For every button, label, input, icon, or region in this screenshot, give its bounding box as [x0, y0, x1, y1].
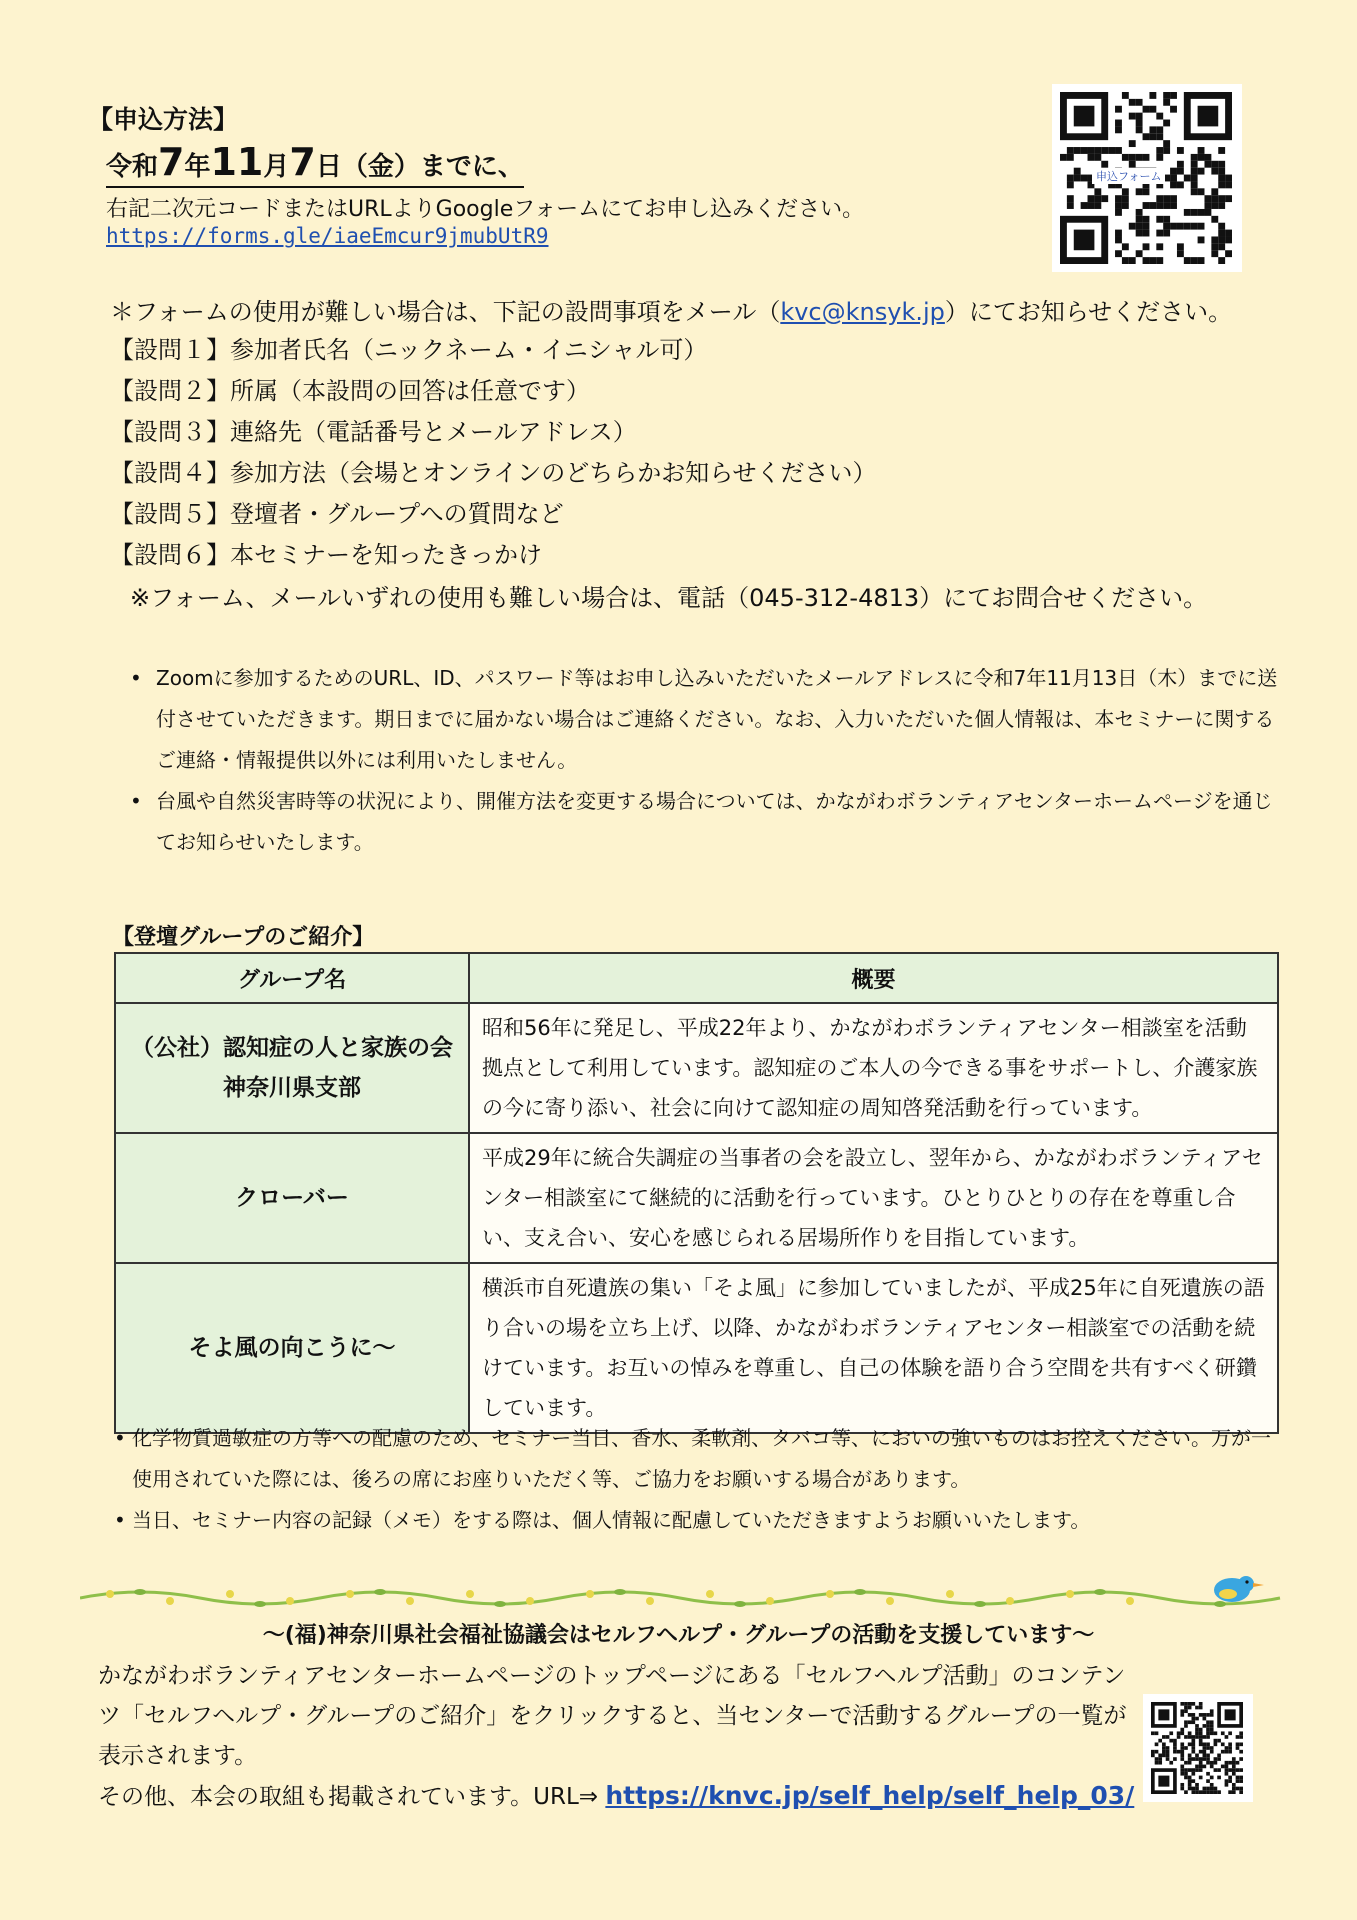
- qr-code-icon: [1143, 1694, 1253, 1802]
- mail-note-before: ＊フォームの使用が難しい場合は、下記の設問事項をメール（: [110, 298, 781, 326]
- deadline-month-unit: 月: [263, 152, 290, 182]
- question-item: 【設問１】参加者氏名（ニックネーム・イニシャル可）: [110, 336, 708, 364]
- group-name: [115, 1003, 469, 1133]
- group-summary: 平成29年に統合失調症の当事者の会を設立し、翌年から、かながわボランティアセンター相談室にて継続的に活動を行っています。ひとりひとりの存在を尊重し合い、支え合い、安心を感じられる居場所作りを目指しています。: [469, 1133, 1278, 1263]
- col-summary: 概要: [469, 953, 1278, 1003]
- deadline-year: 7: [158, 140, 185, 184]
- notice-item: • Zoomに参加するためのURL、ID、パスワード等はお申し込みいただいたメールアドレスに令和7年11月13日（木）までに送付させていただきます。期日までに届かない場合はご連絡ください。なお、入力いただいた個人情報は、本セミナーに関するご連絡・情報提供以外には利用いたしません。: [130, 658, 1280, 781]
- question-item: 【設問３】連絡先（電話番号とメールアドレス）: [110, 418, 637, 446]
- deadline-suffix: （金）までに、: [341, 152, 524, 182]
- table-row: [115, 1003, 1278, 1133]
- footer-last-line: [98, 1776, 1258, 1817]
- deadline-year-unit: 年: [184, 152, 211, 182]
- footer-body: かながわボランティアセンターホームページのトップページにある「セルフヘルプ活動」のコンテンツ「セルフヘルプ・グループのご紹介」をクリックすると、当センターで活動するグループの一覧が表示されます。: [98, 1663, 1127, 1769]
- question-item: 【設問５】登壇者・グループへの質問など: [110, 500, 564, 528]
- group-name-line: そよ風の向こうに～: [188, 1335, 396, 1361]
- footer-last-prefix: その他、本会の取組も掲載されています。URL⇒: [98, 1784, 606, 1810]
- phone-note: ※フォーム、メールいずれの使用も難しい場合は、電話（045-312-4813）にてお問合せください。: [130, 584, 1208, 612]
- group-name-line: （公社）認知症の人と家族の会: [131, 1035, 453, 1061]
- note-item: • 化学物質過敏症の方等への配慮のため、セミナー当日、香水、柔軟剤、タバコ等、においの強いものはお控えください。万が一使用されていた際には、後ろの席にお座りいただく等、ご協力をお願いする場合があります。: [112, 1418, 1282, 1500]
- form-qr-code[interactable]: [1052, 84, 1242, 272]
- deadline-prefix: 令和: [106, 152, 159, 182]
- self-help-qr-code[interactable]: [1143, 1694, 1253, 1802]
- group-name: [115, 1263, 469, 1433]
- mail-note: [110, 292, 1232, 327]
- notice-bullets: [130, 658, 1280, 863]
- note-item: • 当日、セミナー内容の記録（メモ）をする際は、個人情報に配慮していただきますようお願いいたします。: [112, 1500, 1282, 1541]
- group-name-line: 神奈川県支部: [223, 1075, 361, 1101]
- groups-table: [114, 952, 1279, 1434]
- groups-heading: 【登壇グループのご紹介】: [112, 925, 375, 950]
- group-name: [115, 1133, 469, 1263]
- col-group-name: グループ名: [115, 953, 469, 1003]
- deadline-day-unit: 日: [315, 152, 342, 182]
- table-row: [115, 1133, 1278, 1263]
- question-list: [110, 330, 877, 576]
- post-table-notes: [112, 1418, 1282, 1541]
- support-line: ～(福)神奈川県社会福祉協議会はセルフヘルプ・グループの活動を支援しています～: [262, 1623, 1095, 1648]
- table-row: [115, 1263, 1278, 1433]
- mail-note-after: ）にてお知らせください。: [944, 298, 1233, 326]
- notice-item: • 台風や自然災害時等の状況により、開催方法を変更する場合については、かながわボランティアセンターホームページを通じてお知らせいたします。: [130, 781, 1280, 863]
- apply-instruction: 右記二次元コードまたはURLよりGoogleフォームにてお申し込みください。: [106, 197, 865, 222]
- email-link[interactable]: kvc@knsyk.jp: [780, 298, 945, 326]
- question-item: 【設問２】所属（本設問の回答は任意です）: [110, 377, 590, 405]
- footer-text: [98, 1656, 1258, 1817]
- deadline: [106, 140, 524, 188]
- question-item: 【設問４】参加方法（会場とオンラインのどちらかお知らせください）: [110, 459, 877, 487]
- apply-heading: 【申込方法】: [88, 105, 239, 134]
- group-summary: 昭和56年に発足し、平成22年より、かながわボランティアセンター相談室を活動拠点として利用しています。認知症のご本人の今できる事をサポートし、介護家族の今に寄り添い、社会に向けて認知症の周知啓発活動を行っています。: [469, 1003, 1278, 1133]
- self-help-url-link[interactable]: https://knvc.jp/self_help/self_help_03/: [605, 1781, 1135, 1810]
- vine-decoration-icon: [80, 1572, 1290, 1614]
- question-item: 【設問６】本セミナーを知ったきっかけ: [110, 541, 542, 569]
- form-url-link[interactable]: https://forms.gle/iaeEmcur9jmubUtR9: [106, 224, 549, 248]
- group-name-line: クローバー: [235, 1185, 349, 1211]
- table-header-row: [115, 953, 1278, 1003]
- qr-label: 申込フォーム: [1092, 168, 1165, 184]
- group-summary: 横浜市自死遺族の集い「そよ風」に参加していましたが、平成25年に自死遺族の語り合いの場を立ち上げ、以降、かながわボランティアセンター相談室での活動を続けています。お互いの悼みを尊重し、自己の体験を語り合う空間を共有すべく研鑽しています。: [469, 1263, 1278, 1433]
- deadline-month: 11: [210, 140, 264, 184]
- deadline-day: 7: [289, 140, 316, 184]
